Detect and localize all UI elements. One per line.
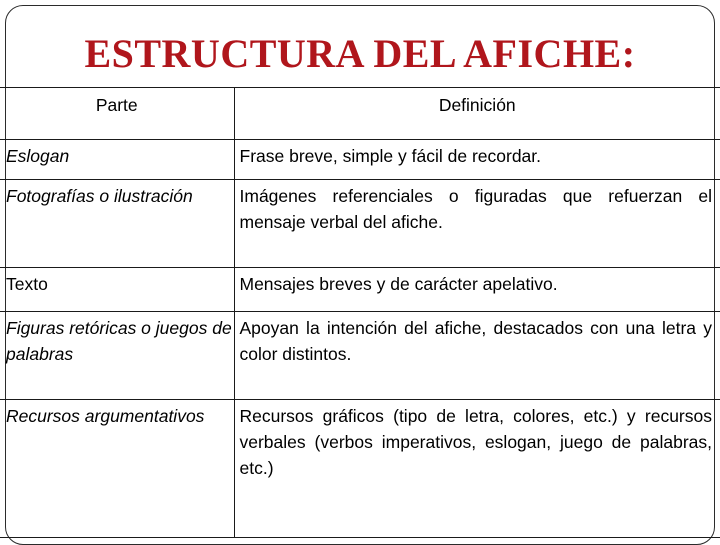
row-part: Fotografías o ilustración bbox=[0, 180, 234, 268]
table-header-row bbox=[0, 88, 720, 140]
row-definition: Imágenes referenciales o figuradas que refuerzan el mensaje verbal del afiche. bbox=[234, 180, 720, 268]
row-part: Recursos argumentativos bbox=[0, 400, 234, 538]
row-part: Eslogan bbox=[0, 140, 234, 180]
header-parte: Parte bbox=[0, 88, 234, 140]
table-row bbox=[0, 180, 720, 268]
row-definition: Apoyan la intención del afiche, destacados con una letra y color distintos. bbox=[234, 312, 720, 400]
table-row bbox=[0, 400, 720, 538]
row-part: Figuras retóricas o juegos de palabras bbox=[0, 312, 234, 400]
header-definicion: Definición bbox=[234, 88, 720, 140]
row-definition: Recursos gráficos (tipo de letra, colores, etc.) y recursos verbales (verbos imperativos, eslogan, juego de palabras, etc.) bbox=[234, 400, 720, 538]
table-row bbox=[0, 268, 720, 312]
page-title: ESTRUCTURA DEL AFICHE: bbox=[84, 31, 636, 76]
row-definition: Frase breve, simple y fácil de recordar. bbox=[234, 140, 720, 180]
row-definition: Mensajes breves y de carácter apelativo. bbox=[234, 268, 720, 312]
table-row bbox=[0, 312, 720, 400]
row-part: Texto bbox=[0, 268, 234, 312]
table-row bbox=[0, 140, 720, 180]
structure-table bbox=[0, 87, 720, 538]
